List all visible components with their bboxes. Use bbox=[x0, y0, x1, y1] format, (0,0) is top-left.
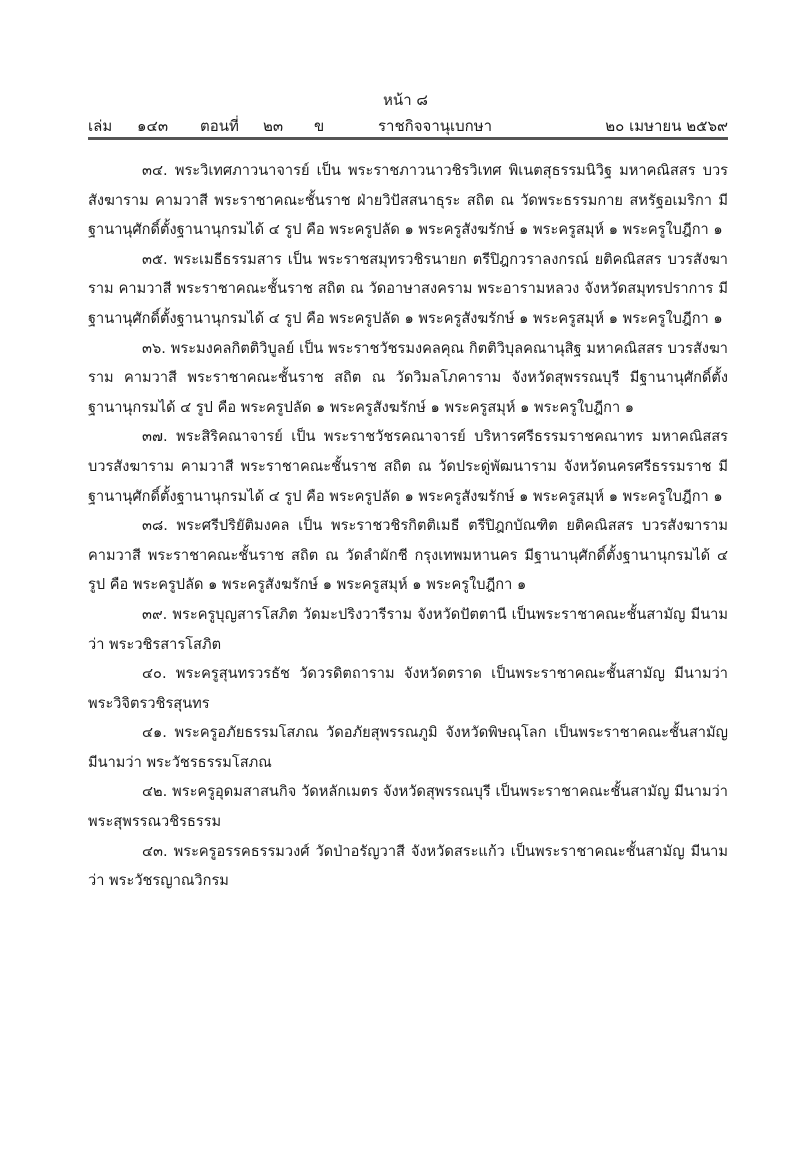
item-number: ๓๔. bbox=[142, 162, 168, 179]
document-body bbox=[88, 156, 728, 896]
paragraph-41 bbox=[88, 718, 728, 777]
journal-title: ราชกิจจานุเบกษา bbox=[378, 117, 493, 135]
paragraph-37 bbox=[88, 422, 728, 511]
item-number: ๔๓. bbox=[142, 842, 168, 860]
section-letter: ข bbox=[314, 117, 325, 135]
item-text: พระครูอภัยธรรมโสภณ วัดอภัยสุพรรณภูมิ จังหวัดพิษณุโลก เป็นพระราชาคณะชั้นสามัญ มีนามว่า พระวัชรธรรมโสภณ bbox=[88, 724, 728, 771]
item-text: พระครูบุญสารโสภิต วัดมะปริงวารีราม จังหวัดปัตตานี เป็นพระราชาคณะชั้นสามัญ มีนามว่า พระวชิรสารโสภิต bbox=[88, 605, 728, 653]
item-number: ๓๙. bbox=[142, 605, 168, 623]
item-number: ๔๐. bbox=[142, 665, 167, 683]
publication-date: ๒๐ เมษายน ๒๕๖๙ bbox=[605, 117, 728, 135]
item-text: พระวิเทศภาวนาจารย์ เป็น พระราชภาวนาวชิรวิเทศ พิเนตสุธรรมนิวิฐ มหาคณิสสร บวรสังฆาราม คามวาสี พระราชาคณะชั้นราช ฝ่ายวิปัสสนาธุระ สถิต ณ วัดพระธรรมกาย สหรัฐอเมริกา มีฐานานุศักดิ์ตั้งฐานานุกรมได้ ๔ รูป คือ พระครูปลัด ๑ พระครูสังฆรักษ์ ๑ พระครูสมุห์ ๑ พระครูใบฎีกา ๑ bbox=[88, 162, 728, 239]
item-text: พระครูอุดมสาสนกิจ วัดหลักเมตร จังหวัดสุพรรณบุรี เป็นพระราชาคณะชั้นสามัญ มีนามว่า พระสุพรรณวชิรธรรม bbox=[88, 783, 728, 831]
item-text: พระครูอรรคธรรมวงศ์ วัดป่าอรัญวาสี จังหวัดสระแก้ว เป็นพระราชาคณะชั้นสามัญ มีนามว่า พระวัชรญาณวิกรม bbox=[88, 842, 728, 890]
issue-label: ตอนที่ bbox=[200, 117, 239, 135]
page-number: หน้า ๘ bbox=[383, 91, 428, 109]
item-number: ๓๖. bbox=[142, 339, 166, 357]
item-number: ๓๕. bbox=[142, 250, 168, 268]
paragraph-43 bbox=[88, 837, 728, 896]
paragraph-38 bbox=[88, 511, 728, 600]
paragraph-40 bbox=[88, 659, 728, 718]
paragraph-34 bbox=[88, 156, 728, 245]
issue-number: ๒๓ bbox=[263, 117, 284, 135]
paragraph-39 bbox=[88, 600, 728, 659]
item-number: ๔๒. bbox=[142, 783, 168, 801]
paragraph-42 bbox=[88, 777, 728, 836]
volume-label: เล่ม bbox=[88, 117, 113, 135]
item-number: ๓๗. bbox=[142, 428, 168, 446]
paragraph-36 bbox=[88, 334, 728, 423]
item-number: ๓๘. bbox=[142, 517, 168, 535]
paragraph-35 bbox=[88, 245, 728, 334]
item-text: พระครูสุนทรวรธัช วัดวรดิตถาราม จังหวัดตราด เป็นพระราชาคณะชั้นสามัญ มีนามว่า พระวิจิตรวชิรสุนทร bbox=[88, 665, 729, 712]
item-text: พระสิริคณาจารย์ เป็น พระราชวัชรคณาจารย์ บริหารศรีธรรมราชคณาทร มหาคณิสสร บวรสังฆาราม คามวาสี พระราชาคณะชั้นราช สถิต ณ วัดประดู่พัฒนาราม จังหวัดนครศรีธรรมราช มีฐานานุศักดิ์ตั้งฐานานุกรมได้ ๔ รูป คือ พระครูปลัด ๑ พระครูสังฆรักษ์ ๑ พระครูสมุห์ ๑ พระครูใบฎีกา ๑ bbox=[88, 428, 729, 505]
volume-number: ๑๔๓ bbox=[137, 117, 169, 135]
item-text: พระศรีปริยัติมงคล เป็น พระราชวชิรกิตติเมธี ตรีปิฎกบัณฑิต ยติคณิสสร บวรสังฆาราม คามวาสี พระราชาคณะชั้นราช สถิต ณ วัดลำผักชี กรุงเทพมหานคร มีฐานานุศักดิ์ตั้งฐานานุกรมได้ ๔ รูป คือ พระครูปลัด ๑ พระครูสังฆรักษ์ ๑ พระครูสมุห์ ๑ พระครูใบฎีกา ๑ bbox=[88, 517, 728, 594]
running-header bbox=[88, 114, 728, 136]
header-divider bbox=[88, 137, 728, 140]
item-text: พระมงคลกิตติวิบูลย์ เป็น พระราชวัชรมงคลคุณ กิตติวิบุลคณานุสิฐ มหาคณิสสร บวรสังฆาราม คามวาสี พระราชาคณะชั้นราช สถิต ณ วัดวิมลโภคาราม จังหวัดสุพรรณบุรี มีฐานานุศักดิ์ตั้งฐานานุกรมได้ ๔ รูป คือ พระครูปลัด ๑ พระครูสังฆรักษ์ ๑ พระครูสมุห์ ๑ พระครูใบฎีกา ๑ bbox=[88, 339, 729, 416]
item-number: ๔๑. bbox=[142, 724, 167, 742]
item-text: พระเมธีธรรมสาร เป็น พระราชสมุทรวชิรนายก ตรีปิฎกวราลงกรณ์ ยติคณิสสร บวรสังฆาราม คามวาสี พระราชาคณะชั้นราช สถิต ณ วัดอาษาสงคราม พระอารามหลวง จังหวัดสมุทรปราการ มีฐานานุศักดิ์ตั้งฐานานุกรมได้ ๔ รูป คือ พระครูปลัด ๑ พระครูสังฆรักษ์ ๑ พระครูสมุห์ ๑ พระครูใบฎีกา ๑ bbox=[88, 250, 728, 327]
